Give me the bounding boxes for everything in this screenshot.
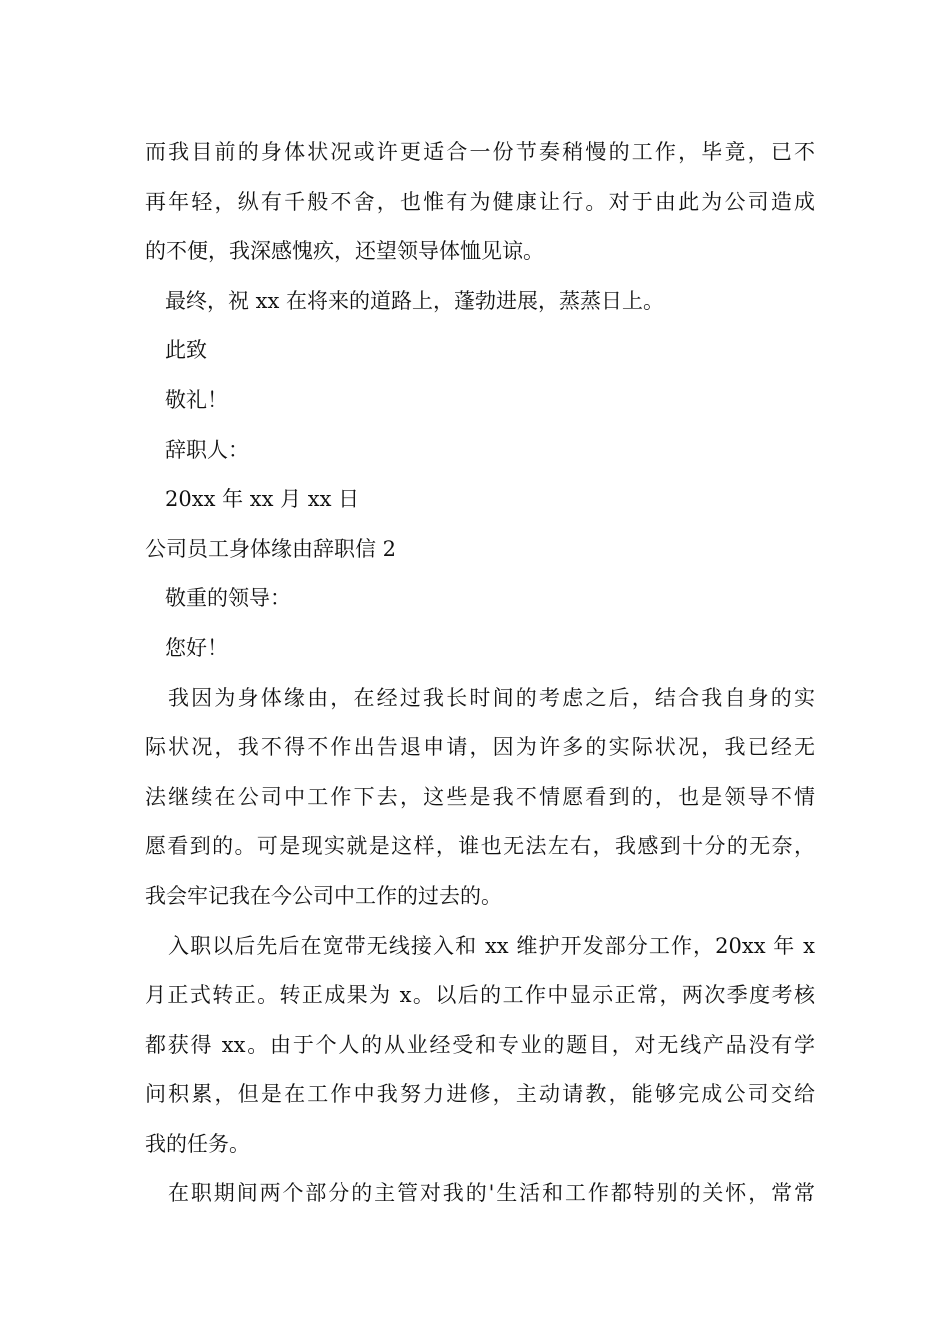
text-line: 而我目前的身体状况或许更适合一份节奏稍慢的工作，毕竟，已不 xyxy=(145,140,815,164)
text-line: 的不便，我深感愧疚，还望领导体恤见谅。 xyxy=(145,239,544,264)
text-line: 际状况，我不得不作出告退申请，因为许多的实际状况，我已经无 xyxy=(145,735,815,760)
greeting: 敬重的领导： xyxy=(165,586,291,611)
text-line: 我因为身体缘由，在经过我长时间的考虑之后，结合我自身的实 xyxy=(168,685,815,710)
closing-wish: 最终，祝 xx 在将来的道路上，蓬勃进展，蒸蒸日上。 xyxy=(165,288,665,313)
salutation-closing: 此致 xyxy=(165,338,207,363)
text-line: 都获得 xx。由于个人的从业经受和专业的题目，对无线产品没有学 xyxy=(145,1032,815,1057)
text-line: 愿看到的。可是现实就是这样，谁也无法左右，我感到十分的无奈， xyxy=(145,834,815,859)
section-title: 公司员工身体缘由辞职信 2 xyxy=(145,536,397,561)
text-line: 在职期间两个部分的主管对我的'生活和工作都特别的关怀，常常 xyxy=(168,1181,815,1206)
text-line: 问积累，但是在工作中我努力进修，主动请教，能够完成公司交给 xyxy=(145,1082,815,1107)
greeting-hello: 您好！ xyxy=(165,635,228,660)
text-line: 入职以后先后在宽带无线接入和 xx 维护开发部分工作，20xx 年 x xyxy=(168,933,815,958)
salutation-regards: 敬礼！ xyxy=(165,387,228,412)
document-body xyxy=(145,128,815,1219)
text-line: 月正式转正。转正成果为 x。以后的工作中显示正常，两次季度考核 xyxy=(145,983,815,1008)
text-line: 我的任务。 xyxy=(145,1131,250,1156)
text-line: 法继续在公司中工作下去，这些是我不情愿看到的，也是领导不情 xyxy=(145,784,815,809)
signature-label: 辞职人： xyxy=(165,437,249,462)
text-line: 再年轻，纵有千般不舍，也惟有为健康让行。对于由此为公司造成 xyxy=(145,189,815,214)
text-line: 我会牢记我在今公司中工作的过去的。 xyxy=(145,883,502,908)
date-line: 20xx 年 xx 月 xx 日 xyxy=(165,487,360,512)
